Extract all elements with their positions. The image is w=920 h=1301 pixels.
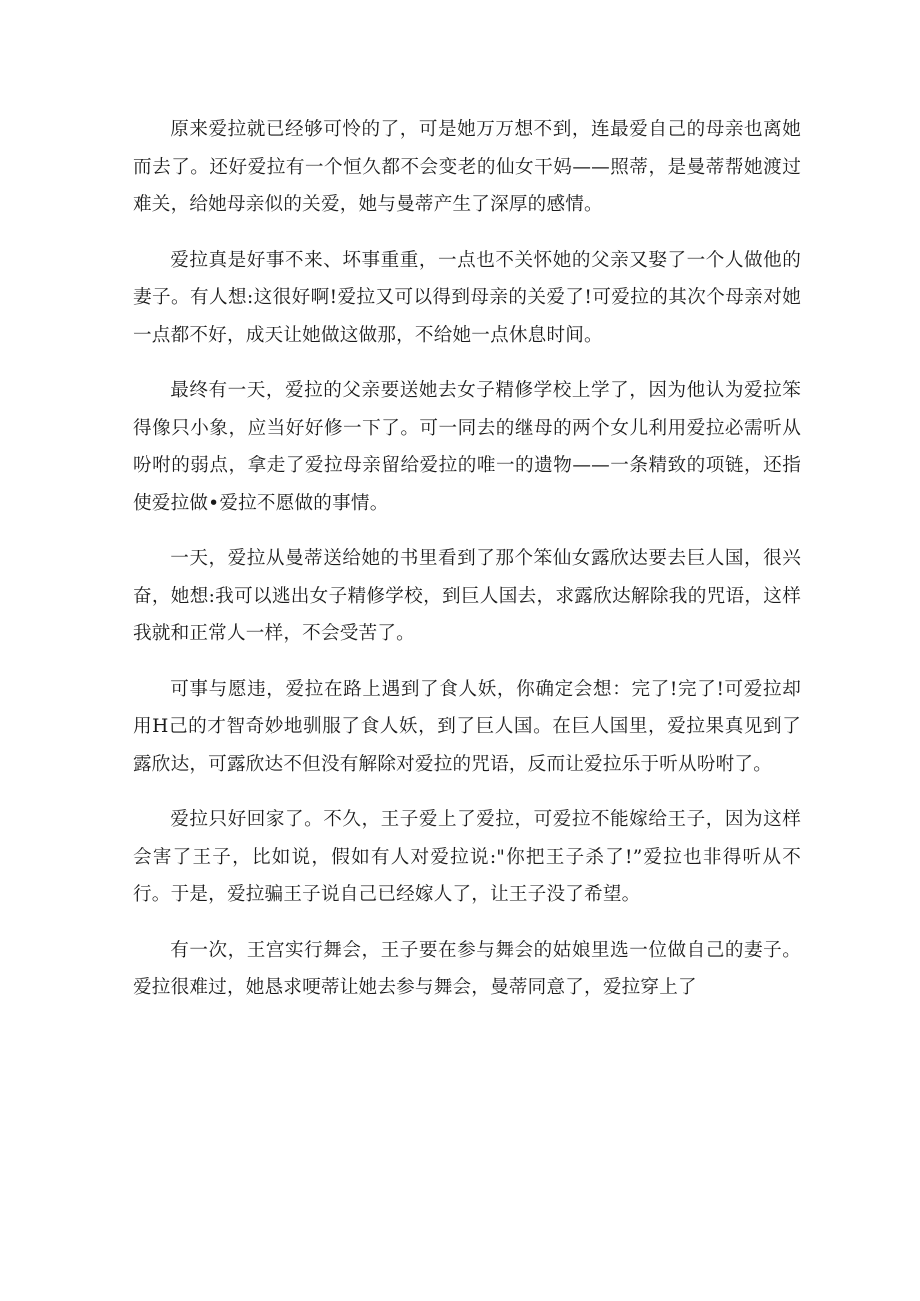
paragraph-1: 原来爱拉就已经够可怜的了，可是她万万想不到，连最爱自己的母亲也离她而去了。还好爱拉有一个恒久都不会变老的仙女干妈——照蒂，是曼蒂帮她渡过难关，给她母亲似的关爱，她与曼蒂产生了深厚的感情。 [133,119,801,215]
paragraph-4: 一天，爱拉从曼蒂送给她的书里看到了那个笨仙女露欣达要去巨人国，很兴奋，她想:我可以逃出女子精修学校，到巨人国去，求露欣达解除我的咒语，这样我就和正常人一样，不会受苦了。 [133,548,801,644]
paragraph-2: 爱拉真是好事不来、坏事重重，一点也不关怀她的父亲又娶了一个人做他的妻子。有人想:这很好啊!爱拉又可以得到母亲的关爱了!可爱拉的其次个母亲对她一点都不好，成天让她做这做那，不给她一点休息时间。 [133,249,801,346]
paragraph-3: 最终有一天，爱拉的父亲要送她去女子精修学校上学了，因为他认为爱拉笨得像只小象，应当好好修一下了。可一同去的继母的两个女儿利用爱拉必需听从吩咐的弱点，拿走了爱拉母亲留给爱拉的唯一的遗物——一条精致的项链，还指使爱拉做•爱拉不愿做的事情。 [133,380,801,514]
document-body [133,111,801,1025]
paragraph-5: 可事与愿违，爱拉在路上遇到了食人妖，你确定会想：完了!完了!可爱拉却用H己的才智奇妙地驯服了食人妖，到了巨人国。在巨人国里，爱拉果真见到了露欣达，可露欣达不但没有解除对爱拉的咒语，反而让爱拉乐于听从吩咐了。 [133,678,801,775]
paragraph-6: 爱拉只好回家了。不久，王子爱上了爱拉，可爱拉不能嫁给王子，因为这样会害了王子，比如说，假如有人对爱拉说:"你把王子杀了!”爱拉也非得听从不行。于是，爱拉骗王子说自己已经嫁人了，让王子没了希望。 [133,809,801,905]
paragraph-7: 有一次，王宫实行舞会，王子要在参与舞会的姑娘里选一位做自己的妻子。爱拉很难过，她恳求哽蒂让她去参与舞会，曼蒂同意了，爱拉穿上了 [133,939,801,998]
